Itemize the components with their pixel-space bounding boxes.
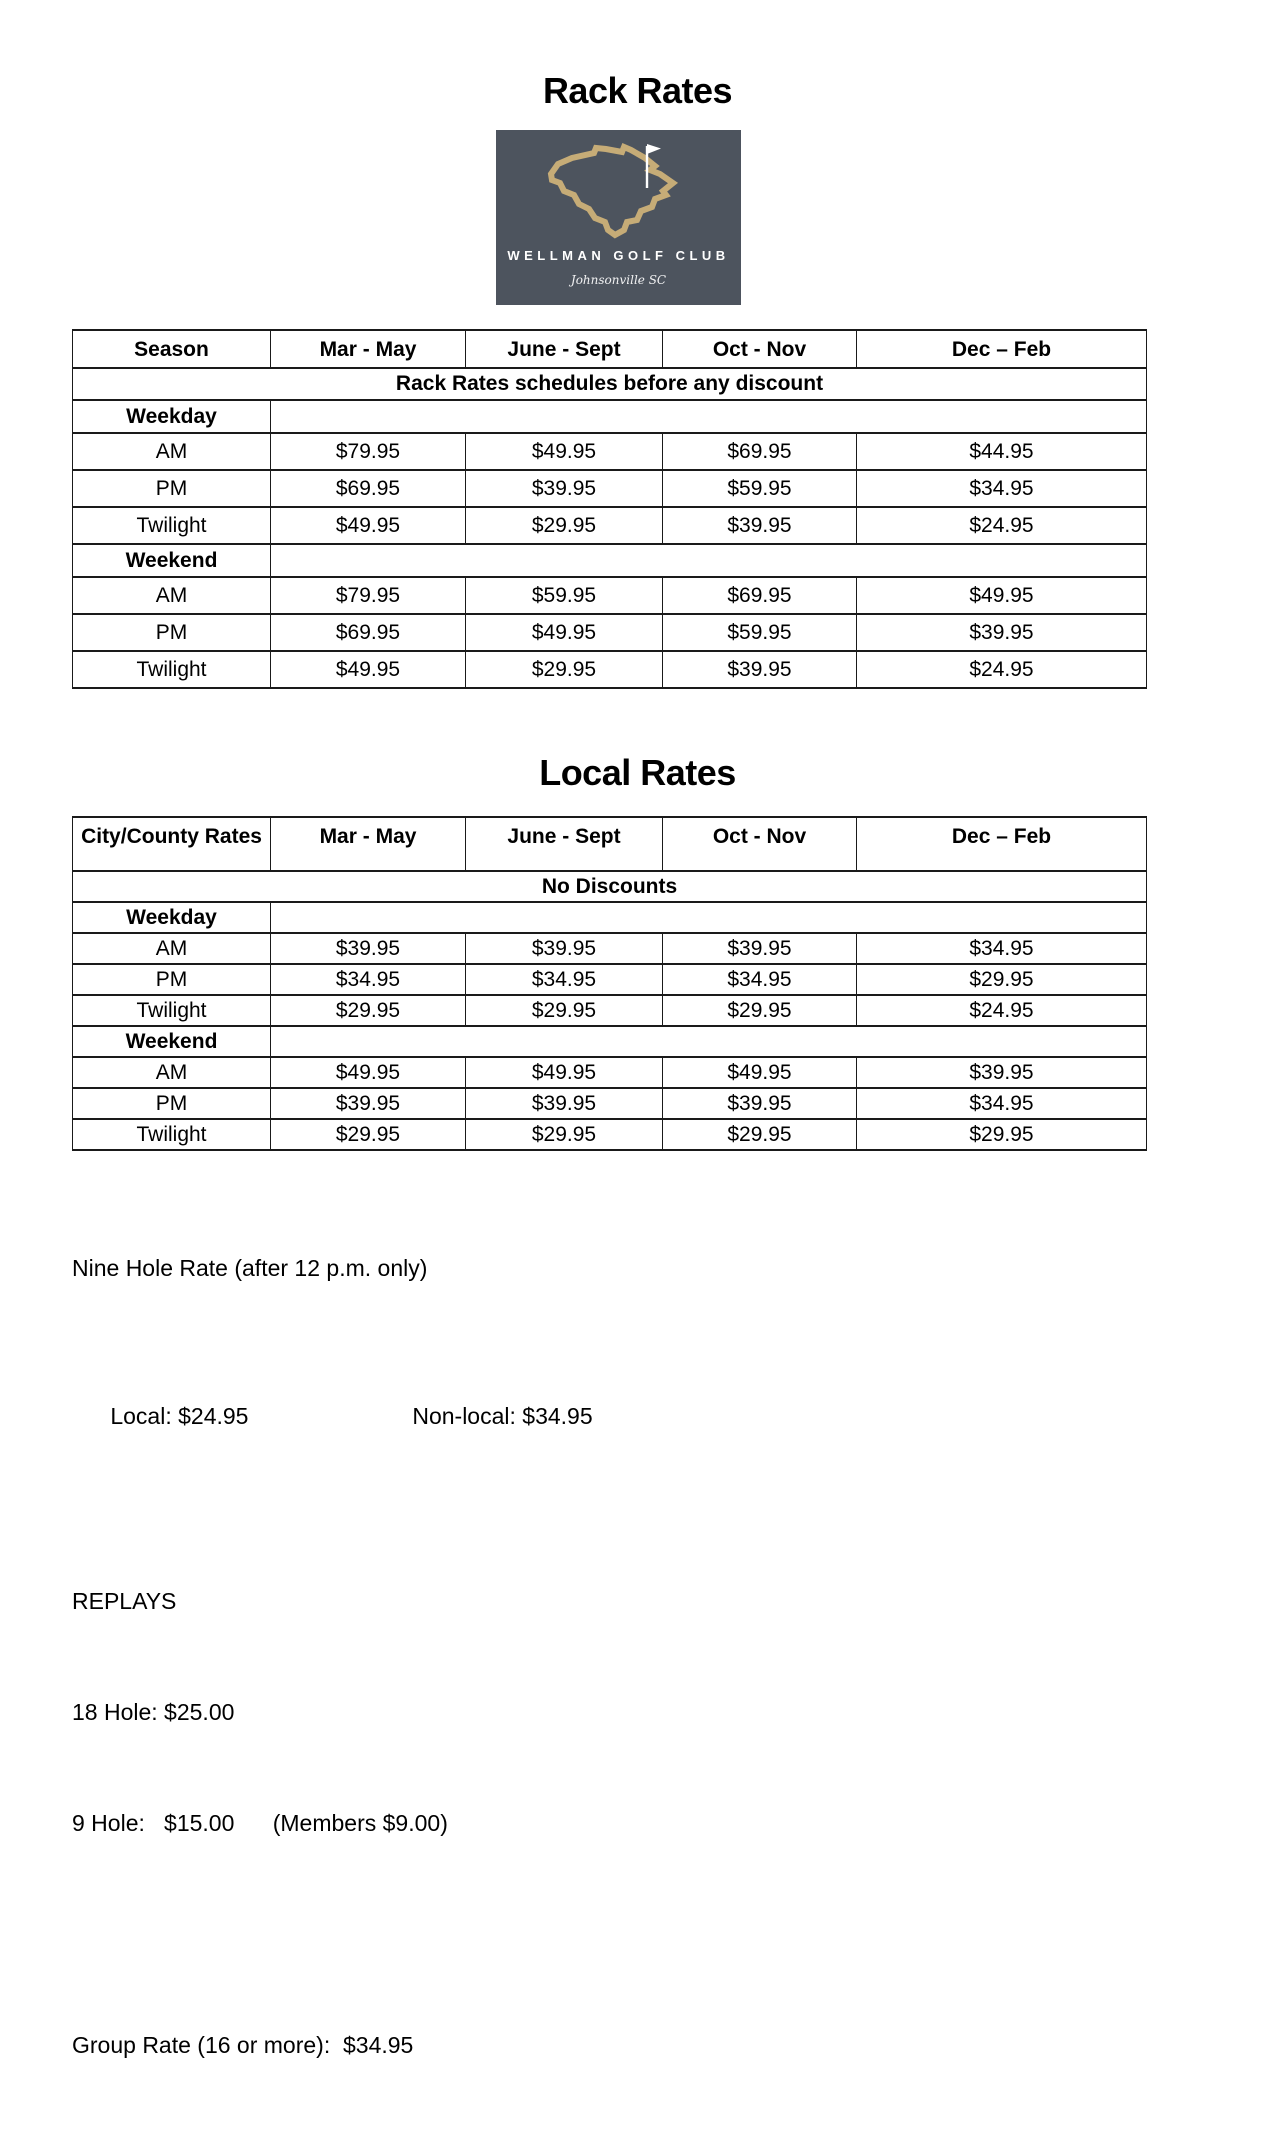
rate-cell: $39.95 [663,507,857,544]
rate-cell: $39.95 [663,1088,857,1119]
rate-cell: $69.95 [663,433,857,470]
replay-9-hole: 9 Hole: $15.00 (Members $9.00) [72,1810,448,1836]
rate-row [73,651,1147,688]
replay-18-hole: 18 Hole: $25.00 [72,1699,235,1725]
nine-hole-nonlocal-rate: Non-local: $34.95 [412,1403,593,1429]
rate-cell: $49.95 [663,1057,857,1088]
rack-table-body [73,400,1147,688]
rate-cell: $49.95 [466,614,663,651]
time-of-day-label: PM [73,964,271,995]
rate-cell: $29.95 [857,964,1147,995]
rate-cell: $49.95 [466,1057,663,1088]
group-rate: Group Rate (16 or more): $34.95 [72,2032,414,2058]
rate-cell: $39.95 [857,1057,1147,1088]
local-col-header-oct-nov: Oct - Nov [663,817,857,871]
time-of-day-label: PM [73,470,271,507]
rate-cell: $44.95 [857,433,1147,470]
rate-row [73,964,1147,995]
local-table-body [73,902,1147,1150]
rate-cell: $39.95 [466,1088,663,1119]
section-row [73,400,1147,433]
rate-cell: $59.95 [466,577,663,614]
rate-row [73,433,1147,470]
time-of-day-label: AM [73,933,271,964]
rate-row [73,507,1147,544]
local-subheader: No Discounts [73,871,1147,902]
time-of-day-label: AM [73,433,271,470]
rate-cell: $29.95 [466,1119,663,1150]
rack-col-header-dec-feb: Dec – Feb [857,330,1147,368]
time-of-day-label: AM [73,577,271,614]
rate-cell: $29.95 [271,995,466,1026]
local-rates-title: Local Rates [539,752,736,793]
time-of-day-label: Twilight [73,651,271,688]
time-of-day-label: Twilight [73,995,271,1026]
rate-cell: $29.95 [466,651,663,688]
south-carolina-outline-icon [496,138,741,248]
local-header-row [73,817,1147,871]
rate-cell: $59.95 [663,614,857,651]
rate-cell: $79.95 [271,577,466,614]
club-logo [496,130,741,305]
local-rates-table [72,816,1147,1151]
rate-cell: $29.95 [857,1119,1147,1150]
rate-cell: $39.95 [271,933,466,964]
section-row [73,544,1147,577]
rate-row [73,470,1147,507]
rate-cell: $69.95 [663,577,857,614]
rate-cell: $24.95 [857,995,1147,1026]
rate-cell: $34.95 [663,964,857,995]
local-col-header-mar-may: Mar - May [271,817,466,871]
rate-cell: $39.95 [857,614,1147,651]
time-of-day-label: AM [73,1057,271,1088]
rate-row [73,1088,1147,1119]
rack-rates-table [72,329,1147,689]
rate-cell: $24.95 [857,651,1147,688]
rate-row [73,933,1147,964]
section-spacer-cell [271,544,1147,577]
rate-cell: $34.95 [466,964,663,995]
rate-cell: $24.95 [857,507,1147,544]
section-row [73,902,1147,933]
rate-row [73,1057,1147,1088]
replays-heading: REPLAYS [72,1588,177,1614]
rate-row [73,614,1147,651]
rack-col-header-june-sept: June - Sept [466,330,663,368]
rate-cell: $34.95 [857,470,1147,507]
rack-col-header-season: Season [73,330,271,368]
rack-col-header-mar-may: Mar - May [271,330,466,368]
club-location-label: Johnsonville SC [570,273,667,287]
rack-col-header-oct-nov: Oct - Nov [663,330,857,368]
rack-header-row [73,330,1147,368]
local-col-header-june-sept: June - Sept [466,817,663,871]
time-of-day-label: PM [73,1088,271,1119]
section-label: Weekday [73,902,271,933]
section-label: Weekend [73,544,271,577]
rate-cell: $29.95 [663,995,857,1026]
notes-section [72,1176,1146,2138]
rate-cell: $29.95 [663,1119,857,1150]
rate-cell: $39.95 [663,933,857,964]
rate-cell: $34.95 [857,933,1147,964]
rate-cell: $69.95 [271,614,466,651]
rate-cell: $39.95 [271,1088,466,1119]
rate-cell: $79.95 [271,433,466,470]
blank-line [72,1916,1146,1953]
section-spacer-cell [271,1026,1147,1057]
section-spacer-cell [271,902,1147,933]
time-of-day-label: PM [73,614,271,651]
rate-cell: $29.95 [466,995,663,1026]
rate-cell: $49.95 [857,577,1147,614]
time-of-day-label: Twilight [73,1119,271,1150]
rate-cell: $34.95 [857,1088,1147,1119]
rack-subheader-row [73,368,1147,400]
rack-rates-title: Rack Rates [542,70,733,111]
nine-hole-local-rate: Local: $24.95 [110,1403,249,1429]
rate-cell: $29.95 [466,507,663,544]
rate-cell: $39.95 [663,651,857,688]
rate-cell: $59.95 [663,470,857,507]
rate-row [73,995,1147,1026]
rate-cell: $49.95 [271,507,466,544]
section-label: Weekend [73,1026,271,1057]
rate-cell: $49.95 [271,651,466,688]
local-col-header-city-county: City/County Rates [73,817,271,871]
rack-subheader: Rack Rates schedules before any discount [73,368,1147,400]
rate-row [73,577,1147,614]
section-row [73,1026,1147,1057]
section-spacer-cell [271,400,1147,433]
nine-hole-rates-line [72,1361,1146,1429]
rate-cell: $69.95 [271,470,466,507]
nine-hole-heading: Nine Hole Rate (after 12 p.m. only) [72,1255,428,1281]
rate-cell: $49.95 [271,1057,466,1088]
rate-cell: $34.95 [271,964,466,995]
local-col-header-dec-feb: Dec – Feb [857,817,1147,871]
section-label: Weekday [73,400,271,433]
club-name-label: WELLMAN GOLF CLUB [507,248,730,263]
rate-cell: $39.95 [466,933,663,964]
rate-row [73,1119,1147,1150]
rate-cell: $29.95 [271,1119,466,1150]
rate-cell: $39.95 [466,470,663,507]
blank-line [72,1472,1146,1509]
time-of-day-label: Twilight [73,507,271,544]
rate-cell: $49.95 [466,433,663,470]
local-subheader-row [73,871,1147,902]
